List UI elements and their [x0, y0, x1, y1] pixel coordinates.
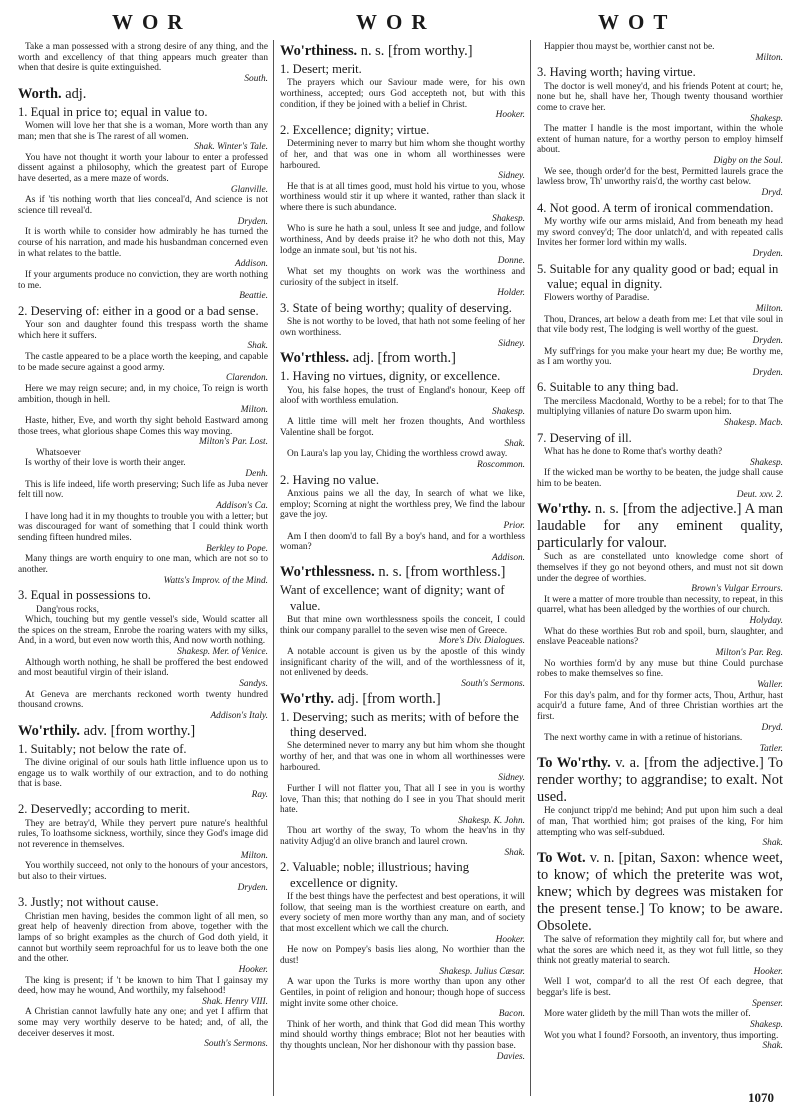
sense-definition: 1. Equal in price to; equal in value to. — [18, 104, 208, 119]
quotation — [537, 691, 783, 734]
quotation-text: Determining never to marry but him whom she thought worthy of her, and that was one in whom all worthinesses were harboured. — [280, 139, 525, 171]
citation-source: Shak. — [504, 438, 525, 449]
sense-definition: 3. Justly; not without cause. — [18, 895, 159, 910]
quotation-text: Wot you what I found? Forsooth, an inventory, thus importing. — [544, 1030, 779, 1041]
quotation-text: You, his false hopes, the trust of England's honour, Keep off aloof with worthless emulation. — [280, 385, 525, 407]
column-1 — [18, 42, 268, 1090]
quotation-text: The prayers which our Saviour made were, for his own worthiness, accepted; ours God accepteth not, but with this condition, if they be joined with a belief in Christ. — [280, 78, 525, 110]
quotation — [537, 167, 783, 199]
headword: Wo'rthiness. — [280, 43, 358, 59]
quotation — [18, 42, 268, 85]
quotation — [537, 806, 783, 849]
citation-source: Ray. — [251, 789, 268, 800]
quotation — [537, 397, 783, 429]
quotation — [18, 976, 268, 1008]
quotation-text: Christian men having, besides the common light of all men, so great help of heavenly direction from above, together with the lamps of so bright examples as the church of God doth yield, it cannot but worthily seem reproachful for us to leave both the one and the other. — [18, 911, 268, 965]
citation-source: Shak. Winter's Tale. — [194, 142, 268, 153]
quotation-text: Haste, hither, Eve, and worth thy sight behold Eastward among those trees, what glorious shape Comes this way moving. — [18, 415, 268, 437]
headword-entry — [537, 755, 783, 806]
quotation-text: It is worth while to consider how admirably he has turned the course of his narration, and made his husbandman concerned even in what relates to the battle. — [18, 227, 268, 259]
quotation — [280, 784, 525, 827]
quotation — [18, 615, 268, 658]
citation-source: Shakesp. Mer. of Venice. — [177, 647, 268, 658]
quotation-text: Who is sure he hath a soul, unless It see and judge, and follow worthiness, And by deeds praise it? he who doth not this, May lodge an inmate soul, but 'tis not his. — [280, 224, 525, 256]
headword: To Wot. — [537, 849, 586, 866]
quotation — [280, 386, 525, 418]
citation-source: Milton's Par. Reg. — [715, 648, 783, 659]
quotation — [280, 139, 525, 182]
quotation-text: Flowers worthy of Paradise. — [544, 293, 650, 304]
quotation-text: Happier thou mayst be, worthier canst not be. — [544, 42, 715, 52]
citation-source: Davies. — [496, 1051, 525, 1062]
quotation — [280, 417, 525, 449]
quotation — [280, 449, 525, 470]
citation-source: Bacon. — [498, 1009, 525, 1020]
citation-source: More's Div. Dialogues. — [438, 636, 525, 647]
quotation-text: No worthies form'd by any muse but thine Could purchase robes to make themselves so fine. — [537, 658, 783, 680]
part-of-speech: adj. [from worth.] — [352, 350, 456, 367]
quotation — [18, 512, 268, 555]
citation-source: Dryden. — [237, 216, 268, 227]
quotation — [18, 320, 268, 352]
quotation-text: Thou art worthy of the sway, To whom the heav'ns in thy nativity Adjug'd an olive branch and laurel crown. — [280, 826, 525, 848]
quotation — [280, 741, 525, 784]
quotation — [537, 42, 783, 63]
headword-entry — [537, 850, 783, 935]
quotation-text: She determined never to marry any but him whom she thought worthy of her, and that was one in whom all worthinesses were harboured. — [280, 741, 525, 773]
quotation-text: Well I wot, compar'd to all the rest Of each degree, that beggar's life is best. — [537, 977, 783, 999]
quotation-text: Women will love her that she is a woman, More worth than any man; men that she is The rarest of all women. — [18, 120, 268, 142]
quotation-text: What set my thoughts on work was the worthiness and curiosity of the subject in itself. — [280, 266, 525, 288]
quotation-text: A little time will melt her frozen thoughts, And worthless Valentine shall be forgot. — [280, 417, 525, 439]
citation-source: Shakesp. — [750, 457, 783, 468]
quotation-text: A notable account is given us by the apostle of this windy insignificant charity of the will, and of the worthlessness of it, not enlivened by deeds. — [280, 647, 525, 679]
quotation — [280, 945, 525, 977]
citation-source: Shak. — [762, 838, 783, 849]
sense-definition: 5. Suitable for any quality good or bad; equal in value; equal in dignity. — [537, 261, 779, 291]
quotation-text: You have not thought it worth your labour to enter a professed dissent against a philosophy, which the greatest part of Europe have deserted, as a mere maze of words. — [18, 152, 268, 185]
quotation — [537, 627, 783, 659]
quotation — [537, 82, 783, 125]
quotation — [18, 758, 268, 801]
quotation — [18, 384, 268, 416]
citation-source: Addison. — [235, 259, 268, 270]
quotation-text: If the best things have the perfectest and best operations, it will follow, that seeing man is the worthiest creature on earth, and every society of men more worthy than any man, and of society that most excellent which we call the church. — [280, 892, 525, 935]
citation-source: Shak. — [762, 1041, 783, 1052]
quotation-text: What has he done to Rome that's worthy death? — [544, 447, 723, 458]
quotation-text: Take a man possessed with a strong desire of any thing, and the worth and excellency of that thing appears much greater than when that desire is quite extinguished. — [18, 42, 268, 74]
headword: To Wo'rthy. — [537, 755, 611, 772]
citation-source: Hooker. — [495, 110, 525, 121]
quotation-text: This is life indeed, life worth preserving; Such life as Juba never felt till now. — [18, 479, 268, 501]
quotation-text: Thou, Drances, art below a death from me: Let that vile soul in that vile body rest, The lodging is well worthy of the guest. — [537, 314, 783, 336]
sense-definition: 7. Deserving of ill. — [537, 430, 632, 445]
citation-source: Clarendon. — [226, 373, 268, 384]
running-head-center: WOR — [356, 10, 436, 34]
sense-definition: 3. Equal in possessions to. — [18, 588, 151, 603]
quotation — [18, 227, 268, 270]
quotation — [18, 416, 268, 448]
quotation-text: The divine original of our souls hath little influence upon us to engage us to walk worthily of our extraction, and to do nothing that is base. — [18, 757, 268, 790]
quotation-text: It were a matter of more trouble than necessity, to repeat, in this quarrel, what has been alledged by the worthies of our church. — [537, 594, 783, 616]
quotation-text: Think of her worth, and think that God did mean This worthy mind should worthy things embrace; Blot not her beauties with thy thoughts unclean, Nor her dishonour with thy passion base. — [280, 1019, 525, 1052]
citation-source: Shakesp. Macb. — [724, 418, 783, 429]
part-of-speech: adj. [from worth.] — [337, 690, 441, 707]
quotation-text: He that is at all times good, must hold his virtue to you, whose worthiness would stir it up where it wanted, rather than slack it where there is such abundance. — [280, 181, 525, 214]
headword-entry — [18, 723, 268, 740]
citation-source: Hooker. — [753, 966, 783, 977]
quotation — [537, 1031, 783, 1052]
quotation — [537, 217, 783, 260]
quotation-text: A Christian cannot lawfully hate any one; and yet I affirm that some may very worthily deserve to be hated; and, of all, the deceiver deserves it most. — [18, 1007, 268, 1039]
quotation-text: If your arguments produce no conviction, they are worth nothing to me. — [18, 269, 268, 291]
citation-source: Shakesp. — [492, 406, 525, 417]
citation-source: Dryden. — [237, 882, 268, 893]
quotation-text: The matter I handle is the most important, within the whole extent of human nature, for a worthy person to employ himself about. — [537, 124, 783, 156]
running-head — [0, 10, 800, 40]
citation-source: Shak. — [504, 847, 525, 858]
citation-source: Deut. xxv. 2. — [736, 489, 783, 500]
sense-definition: 2. Having no value. — [280, 472, 379, 487]
headword-entry — [18, 86, 268, 103]
headword-entry — [280, 564, 525, 581]
sense-definition: 2. Deservedly; according to merit. — [18, 802, 191, 817]
citation-source: Watts's Improv. of the Mind. — [163, 575, 268, 586]
quotation-text: On Laura's lap you lay, Chiding the worthless crowd away. — [287, 449, 508, 460]
citation-source: Dryd. — [761, 722, 783, 733]
quotation-text: Further I will not flatter you, That all I see in you is worthy love, Than this; that nothing do I see in you That should merit hate. — [280, 783, 525, 816]
quotation — [18, 554, 268, 586]
citation-source: South's Sermons. — [461, 679, 525, 690]
quotation — [18, 195, 268, 227]
citation-source: Sidney. — [498, 338, 525, 349]
column-rule-left — [273, 40, 274, 1096]
sense-definition: 3. Having worth; having virtue. — [537, 65, 696, 80]
citation-source: Shak. — [247, 341, 268, 352]
citation-source: Berkley to Pope. — [205, 543, 268, 554]
sense-definition: 1. Deserving; such as merits; with of before the thing deserved. — [280, 709, 519, 739]
citation-source: Shakesp. — [492, 213, 525, 224]
quotation — [280, 826, 525, 858]
citation-source: Tatler. — [759, 743, 783, 754]
column-rule-right — [530, 40, 531, 1096]
quotation — [280, 647, 525, 690]
part-of-speech: n. s. [from worthy.] — [360, 43, 473, 59]
citation-source: Spenser. — [752, 998, 783, 1009]
quotation — [537, 659, 783, 691]
quotation-text: But that mine own worthlessness spoils the conceit, I could think our company parallel to the seven wise men of Greece. — [280, 615, 525, 636]
citation-source: Denh. — [245, 469, 268, 480]
citation-source: South's Sermons. — [204, 1039, 268, 1050]
quotation-text: Such as are constellated unto knowledge come short of themselves if they go not beyond others, and must not sit down under the degree of worthies. — [537, 552, 783, 584]
quotation — [18, 861, 268, 893]
citation-source: Roscommon. — [476, 459, 525, 470]
part-of-speech: adv. [from worthy.] — [83, 722, 196, 739]
citation-source: Shakesp. Julius Cæsar. — [439, 966, 525, 977]
citation-source: Holder. — [497, 288, 525, 299]
quotation — [280, 532, 525, 564]
headword: Wo'rthily. — [18, 722, 80, 739]
quotation — [280, 892, 525, 945]
part-of-speech: v. a. [from the adjective.] To render worthy; to aggrandise; to exalt. Not used. — [537, 755, 783, 806]
quotation-text: Is worthy of their love is worth their anger. — [25, 458, 186, 469]
quotation — [18, 448, 268, 459]
quotation-text: He conjunct tripp'd me behind; And put upon him such a deal of man, That worthied him; got praises of the king, For him attempting who was self-subdued. — [537, 806, 783, 838]
sense-definition: 2. Valuable; noble; illustrious; having excellence or dignity. — [280, 860, 470, 890]
sense-definition: Want of excellence; want of dignity; want of value. — [280, 583, 505, 613]
quotation — [18, 819, 268, 862]
sense-definition: 1. Having no virtues, dignity, or excellence. — [280, 369, 501, 384]
sense-definition: 2. Excellence; dignity; virtue. — [280, 122, 430, 137]
citation-source: Prior. — [503, 520, 525, 531]
citation-source: Milton. — [755, 303, 783, 314]
quotation — [537, 977, 783, 1009]
quotation — [18, 270, 268, 302]
citation-source: Beattie. — [239, 291, 268, 302]
quotation — [280, 977, 525, 1020]
sense-definition: 4. Not good. A term of ironical commendation. — [537, 200, 774, 215]
quotation — [18, 1007, 268, 1050]
citation-source: Hooker. — [238, 964, 268, 975]
quotation-text: They are betray'd, While they pervert pure nature's healthful rules, To loathsome sickness, worthily, since they God's image did not reverence in themselves. — [18, 818, 268, 851]
citation-source: Milton. — [755, 52, 783, 63]
quotation-text: Dang'rous rocks, — [36, 604, 99, 615]
page-number: 1070 — [748, 1090, 774, 1105]
quotation — [537, 1009, 783, 1030]
citation-source: Milton's Par. Lost. — [199, 437, 268, 448]
quotation — [537, 935, 783, 978]
citation-source: Dryden. — [752, 367, 783, 378]
citation-source: South. — [244, 73, 268, 84]
citation-source: Digby on the Soul. — [713, 156, 783, 167]
citation-source: Hooker. — [495, 934, 525, 945]
quotation-text: The doctor is well money'd, and his friends Potent at court; he, none but he, shall have her, Though twenty thousand worthier come to crave her. — [537, 81, 783, 113]
column-3 — [537, 42, 783, 1090]
quotation — [537, 347, 783, 379]
citation-source: Addison. — [492, 552, 525, 563]
headword: Worth. — [18, 85, 62, 102]
sense-definition: 6. Suitable to any thing bad. — [537, 380, 679, 395]
quotation-text: For this day's palm, and for thy former acts, Thou, Arthur, hast acquir'd a future fame, And of three Christian worthies art the first. — [537, 690, 783, 722]
quotation-text: I have long had it in my thoughts to trouble you with a letter; but was discouraged for want of something that I could think worth sending fifteen hundred miles. — [18, 511, 268, 543]
quotation-text: The salve of reformation they mightily call for, but where and what the sores are which need it, as they wot full little, so they think not greatly material to search. — [537, 934, 783, 967]
quotation — [280, 317, 525, 349]
citation-source: Dryden. — [752, 335, 783, 346]
headword-entry — [537, 501, 783, 552]
citation-source: Addison's Italy. — [210, 710, 268, 721]
citation-source: Holyday. — [749, 616, 783, 627]
headword-entry — [280, 691, 525, 708]
quotation-text: Whatsoever — [36, 447, 81, 458]
quotation — [537, 315, 783, 347]
quotation-text: Your son and daughter found this trespass worth the shame which here it suffers. — [18, 320, 268, 341]
quotation-text: A war upon the Turks is more worthy than upon any other Gentiles, in point of religion and honour; though hope of success might invite some other choice. — [280, 977, 525, 1009]
quotation — [18, 658, 268, 690]
headword: Wo'rthy. — [280, 690, 334, 707]
quotation-text: You worthily succeed, not only to the honours of your ancestors, but also to their virtues. — [18, 861, 268, 883]
quotation — [537, 733, 783, 754]
citation-source: Addison's Ca. — [216, 501, 268, 512]
citation-source: Glanville. — [230, 184, 268, 195]
headword: Wo'rthlessness. — [280, 564, 375, 581]
part-of-speech: v. n. [pitan, Saxon: whence weet, to know; of which the preterite was wot, knew; which by degrees was mistaken for the present tense.] To know; to be aware. Obsolete. — [537, 849, 783, 934]
part-of-speech: n. s. [from worthless.] — [378, 564, 506, 581]
quotation-text: She is not worthy to be loved, that hath not some feeling of her own worthiness. — [280, 317, 525, 338]
citation-source: Shakesp. — [750, 1019, 783, 1030]
quotation — [280, 1020, 525, 1063]
quotation — [537, 595, 783, 627]
quotation-text: The king is present; if 't be known to him That I gainsay my deed, how may he wound, And worthily, my falsehood! — [18, 975, 268, 997]
quotation-text: More water glideth by the mill Than wots the miller of. — [544, 1009, 751, 1020]
quotation — [537, 468, 783, 500]
quotation — [18, 480, 268, 512]
quotation-text: He now on Pompey's basis lies along, No worthier than the dust! — [280, 945, 525, 966]
quotation — [18, 153, 268, 196]
part-of-speech: n. s. [from the adjective.] A man laudable for any eminent quality, particularly for valour. — [537, 501, 783, 552]
quotation — [280, 489, 525, 532]
citation-source: Milton. — [240, 405, 268, 416]
quotation — [18, 912, 268, 976]
quotation — [537, 293, 783, 314]
sense-definition: 1. Suitably; not below the rate of. — [18, 741, 187, 756]
quotation-text: What do these worthies But rob and spoil, burn, slaughter, and enslave Peaceable nations? — [537, 626, 783, 648]
quotation — [280, 224, 525, 267]
quotation-text: If the wicked man be worthy to be beaten, the judge shall cause him to be beaten. — [537, 468, 783, 490]
quotation-text: We see, though order'd for the best, Permitted laurels grace the lawless brow, Th' unworthy rais'd, the worthy cast below. — [537, 166, 783, 188]
quotation-text: My suff'rings for you make your heart my due; Be worthy me, as I am worthy you. — [537, 346, 783, 368]
quotation — [537, 447, 783, 468]
citation-source: Brown's Vulgar Errours. — [691, 584, 783, 595]
quotation — [280, 615, 525, 647]
quotation-text: Here we may reign secure; and, in my choice, To reign is worth ambition, though in hell. — [18, 384, 268, 405]
running-head-right: WOT — [598, 10, 677, 34]
citation-source: Shakesp. K. John. — [458, 815, 525, 826]
quotation — [18, 458, 268, 479]
quotation-text: The next worthy came in with a retinue of historians. — [544, 733, 743, 744]
citation-source: Sidney. — [498, 773, 525, 784]
citation-source: Shakesp. — [750, 113, 783, 124]
quotation — [18, 690, 268, 722]
quotation-text: Anxious pains we all the day, In search of what we like, employ; Scorning at night the worthless prey, We find the labour gave the joy. — [280, 488, 525, 521]
quotation-text: As if 'tis nothing worth that lies conceal'd, And science is not science till reveal'd. — [18, 195, 268, 217]
citation-source: Sandys. — [239, 679, 268, 690]
citation-source: Donne. — [497, 256, 525, 267]
quotation-text: The castle appeared to be a place worth the keeping, and capable to be made secure against a good army. — [18, 352, 268, 373]
quotation-text: Am I then doom'd to fall By a boy's hand, and for a worthless woman? — [280, 531, 525, 553]
column-2 — [280, 42, 525, 1090]
headword: Wo'rthless. — [280, 350, 350, 367]
quotation — [280, 182, 525, 225]
quotation — [280, 78, 525, 121]
citation-source: Milton. — [240, 850, 268, 861]
quotation — [537, 124, 783, 167]
part-of-speech: adj. — [65, 85, 87, 102]
quotation-text: The merciless Macdonald, Worthy to be a rebel; for to that The multiplying villanies of nature Do swarm upon him. — [537, 396, 783, 418]
citation-source: Sidney. — [498, 171, 525, 182]
quotation-text: At Geneva are merchants reckoned worth twenty hundred thousand crowns. — [18, 689, 268, 711]
citation-source: Dryd. — [761, 188, 783, 199]
quotation-text: Although worth nothing, he shall be proffered the best endowed and most beautiful virgin of their island. — [18, 657, 268, 679]
quotation-text: My worthy wife our arms mislaid, And from beneath my head my sword convey'd; The door unlatch'd, and with repeated calls Invites her former lord within my walls. — [537, 217, 783, 249]
headword-entry — [280, 43, 525, 60]
quotation — [18, 605, 268, 616]
headword-entry — [280, 350, 525, 367]
quotation — [280, 267, 525, 299]
quotation-text: Many things are worth enquiry to one man, which are not so to another. — [18, 554, 268, 575]
citation-source: Waller. — [757, 679, 783, 690]
citation-source: Shak. Henry VIII. — [202, 996, 268, 1007]
running-head-left: WOR — [112, 10, 192, 34]
sense-definition: 3. State of being worthy; quality of deserving. — [280, 300, 512, 315]
quotation — [18, 121, 268, 153]
headword: Wo'rthy. — [537, 501, 591, 518]
quotation — [18, 352, 268, 384]
citation-source: Dryden. — [752, 248, 783, 259]
sense-definition: 1. Desert; merit. — [280, 61, 362, 76]
quotation-text: Which, touching but my gentle vessel's side, Would scatter all the spices on the stream, Enrobe the roaring waters with my silks, And, in a word, but even now worth this, And now worth nothing. — [18, 615, 268, 647]
sense-definition: 2. Deserving of: either in a good or a bad sense. — [18, 303, 259, 318]
quotation — [537, 552, 783, 595]
